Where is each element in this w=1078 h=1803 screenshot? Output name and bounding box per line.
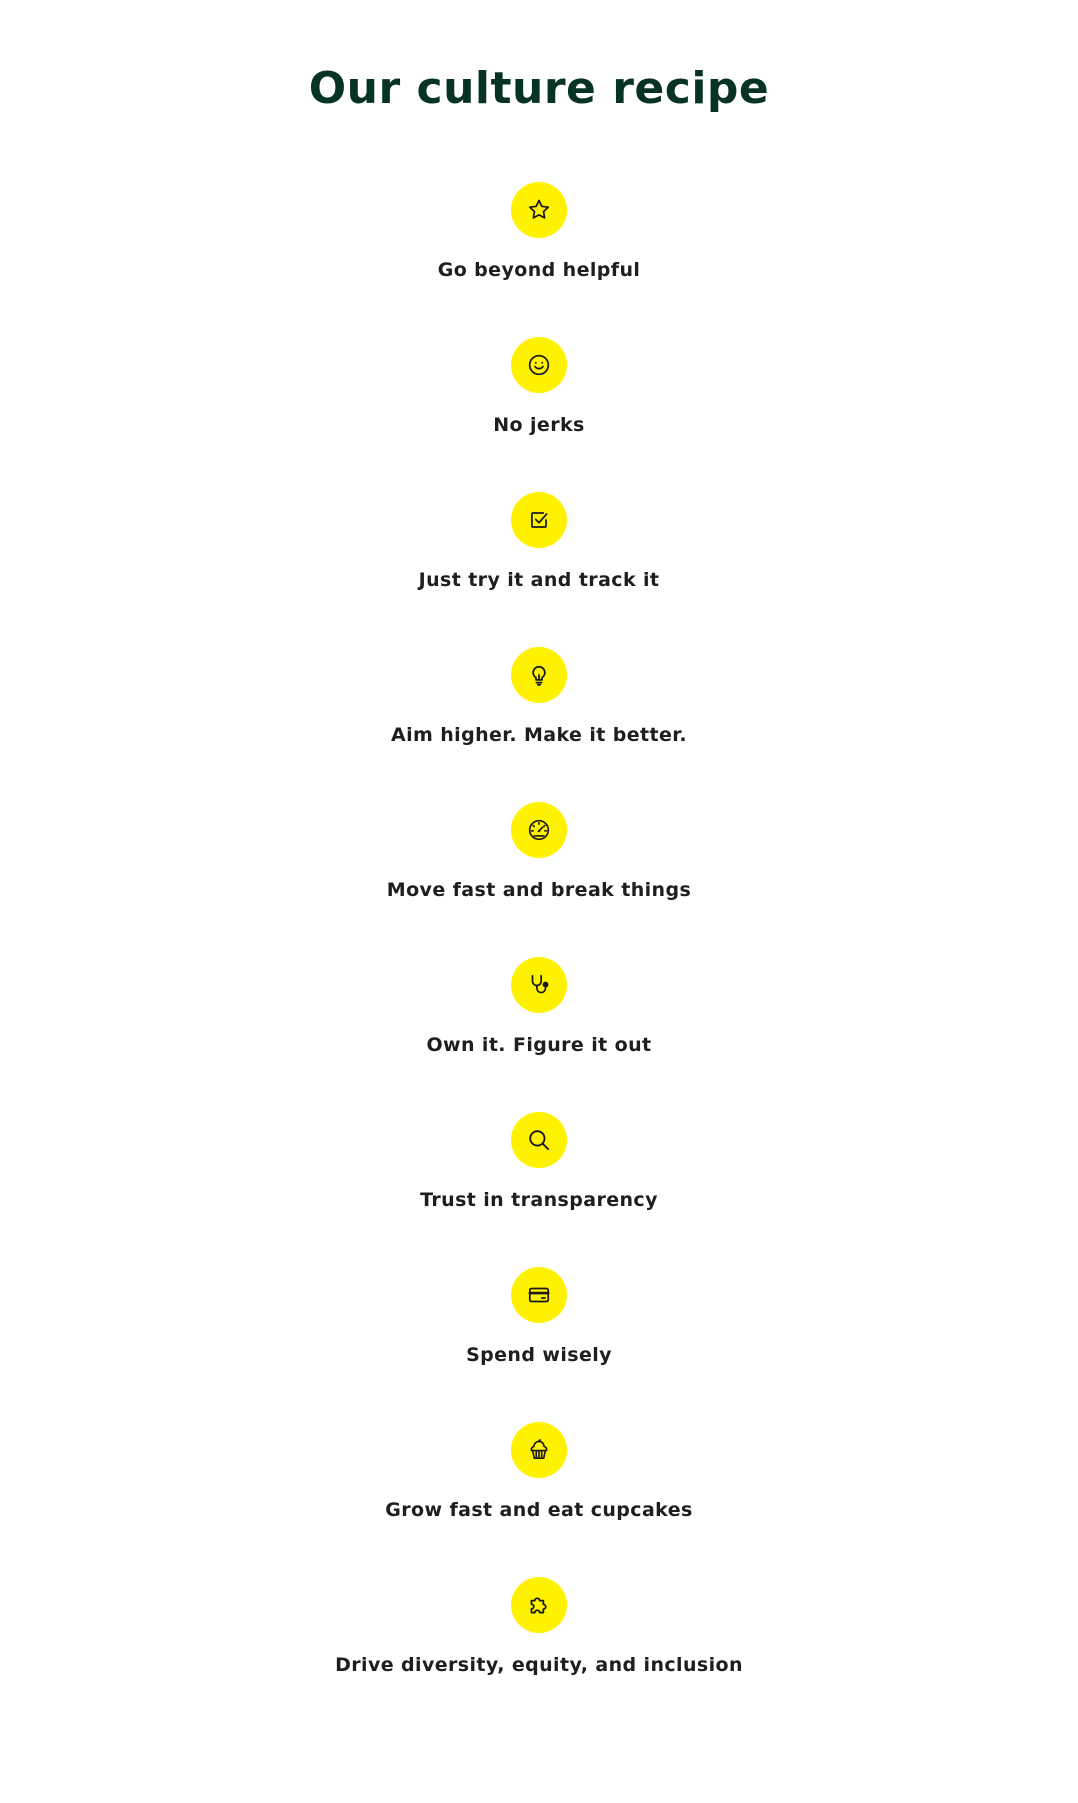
value-label: Drive diversity, equity, and inclusion bbox=[335, 1654, 743, 1676]
value-label: Spend wisely bbox=[466, 1344, 612, 1366]
value-label: Move fast and break things bbox=[386, 879, 692, 901]
star-icon bbox=[511, 182, 567, 238]
value-just-try-it bbox=[0, 492, 1078, 647]
value-diversity-equity-inclusion bbox=[0, 1577, 1078, 1732]
search-icon bbox=[511, 1112, 567, 1168]
value-label: Trust in transparency bbox=[420, 1189, 658, 1211]
smiley-icon bbox=[511, 337, 567, 393]
value-spend-wisely bbox=[0, 1267, 1078, 1422]
value-grow-fast bbox=[0, 1422, 1078, 1577]
value-label: No jerks bbox=[493, 414, 585, 436]
value-label: Go beyond helpful bbox=[437, 259, 641, 281]
value-own-it bbox=[0, 957, 1078, 1112]
cupcake-icon bbox=[511, 1422, 567, 1478]
value-go-beyond-helpful bbox=[0, 182, 1078, 337]
value-label: Own it. Figure it out bbox=[426, 1034, 652, 1056]
value-label: Aim higher. Make it better. bbox=[391, 724, 687, 746]
page-title: Our culture recipe bbox=[308, 63, 770, 114]
checkbox-icon bbox=[511, 492, 567, 548]
puzzle-piece-icon bbox=[511, 1577, 567, 1633]
lightbulb-icon bbox=[511, 647, 567, 703]
value-move-fast bbox=[0, 802, 1078, 957]
value-label: Just try it and track it bbox=[418, 569, 660, 591]
value-no-jerks bbox=[0, 337, 1078, 492]
speedometer-icon bbox=[511, 802, 567, 858]
value-label: Grow fast and eat cupcakes bbox=[385, 1499, 693, 1521]
culture-values-list bbox=[0, 182, 1078, 1732]
stethoscope-icon bbox=[511, 957, 567, 1013]
value-aim-higher bbox=[0, 647, 1078, 802]
value-trust-transparency bbox=[0, 1112, 1078, 1267]
credit-card-icon bbox=[511, 1267, 567, 1323]
